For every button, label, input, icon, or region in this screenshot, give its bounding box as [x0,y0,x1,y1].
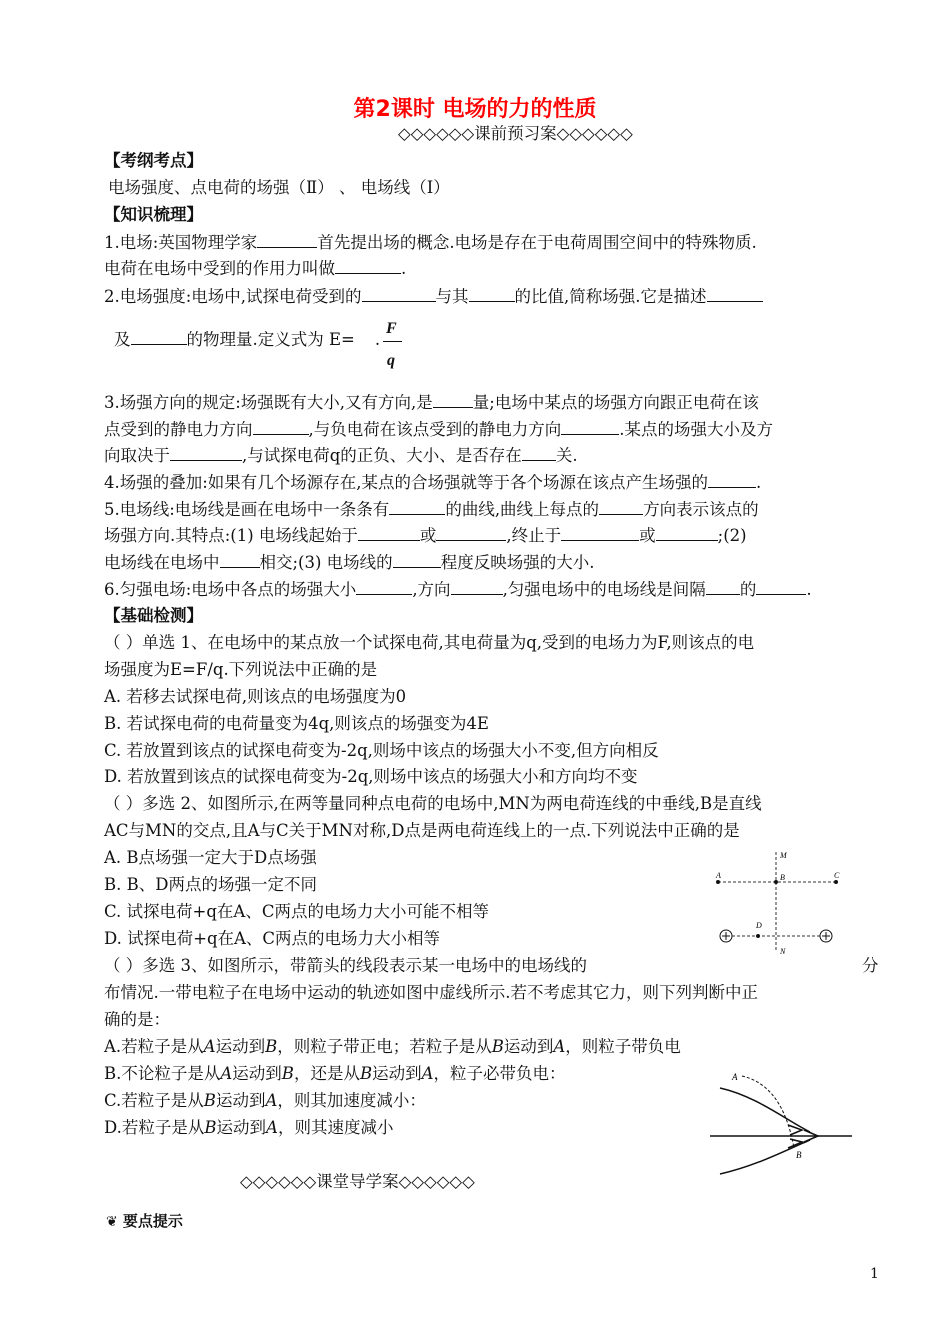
zhishi-heading: 【知识梳理】 [104,205,203,224]
q2-option-d: D. 试探电荷+q在A、C两点的电场力大小相等 [104,929,441,948]
field-line-upper [720,1088,810,1132]
kaogang-heading: 【考纲考点】 [104,151,203,170]
q2-figure [708,846,850,958]
label-traj-b: B [796,1150,802,1160]
formula-numerator: F [386,320,397,337]
zhishi-line-9: 5.电场线:电场线是画在电场中一条条有 的曲线,曲线上每点的 方向表示该点的 [104,500,759,519]
q1-option-d: D. 若放置到该点的试探电荷变为-2q,则场中该点的场强大小和方向均不变 [104,767,638,786]
q1-option-c: C. 若放置到该点的试探电荷变为-2q,则场中该点的场强大小不变,但方向相反 [104,741,659,760]
label-n: N [780,947,786,956]
q3-stem-2: 布情况.一带电粒子在电场中运动的轨迹如图中虚线所示.若不考虑其它力，则下列判断中正 [104,983,758,1002]
q3-option-c: C.若粒子是从B运动到A，则其加速度减小： [104,1091,426,1110]
q3-stem-1a: （ ）多选 3、如图所示，带箭头的线段表示某一电场中的电场线的 [104,956,587,975]
zhishi-line-10: 场强方向.其特点:(1) 电场线起始于 或 ,终止于 或 ;(2) [104,526,747,545]
particle-trajectory [742,1076,794,1148]
zhishi-line-8: 4.场强的叠加:如果有几个场源存在,某点的合场强就等于各个场源在该点产生场强的 . [104,473,762,492]
label-a: A [716,871,721,880]
zhishi-line-11: 电场线在电场中 相交;(3) 电场线的 程度反映场强的大小. [104,553,595,572]
point-d [756,934,760,938]
preview-header: ◇◇◇◇◇◇课前预习案◇◇◇◇◇◇ [398,124,633,143]
formula-fraction-bar [383,341,402,342]
point-a [716,880,720,884]
q3-stem-3: 确的是： [104,1010,170,1029]
leaf-ornament-icon: ❦ [106,1214,118,1230]
label-m: M [780,851,787,860]
jichu-heading: 【基础检测】 [104,606,203,625]
yaodian-heading: 要点提示 [122,1212,183,1230]
label-b: B [780,873,785,882]
q3-option-b: B.不论粒子是从A运动到B，还是从B运动到A，粒子必带负电： [104,1064,566,1083]
point-c [834,880,838,884]
zhishi-line-1: 1.电场:英国物理学家 首先提出场的概念.电场是存在于电荷周围空间中的特殊物质. [104,233,757,252]
q3-stem-1b: 分 [862,956,879,975]
zhishi-line-3: 2.电场强度:电场中,试探电荷受到的 与其 的比值,简称场强.它是描述 [104,286,763,307]
q2-stem-2: AC与MN的交点,且A与C关于MN对称,D点是两电荷连线上的一点.下列说法中正确的是 [104,821,740,840]
class-header: ◇◇◇◇◇◇课堂导学案◇◇◇◇◇◇ [240,1172,475,1191]
q1-option-b: B. 若试探电荷的电荷量变为4q,则该点的场强变为4E [104,714,489,733]
zhishi-line-5: 3.场强方向的规定:场强既有大小,又有方向,是 量;电场中某点的场强方向跟正电荷在该 [104,393,759,412]
zhishi-line-6: 点受到的静电力方向 ,与负电荷在该点受到的静电力方向 .某点的场强大小及方 [104,420,773,439]
zhishi-line-2: 电荷在电场中受到的作用力叫做 . [104,259,407,278]
q1-stem-2: 场强度为E=F/q.下列说法中正确的是 [104,660,378,679]
page-title: 第2课时 电场的力的性质 [353,97,597,122]
q2-option-a: A. B点场强一定大于D点场强 [104,848,317,867]
label-traj-a: A [732,1072,738,1082]
label-d: D [756,921,762,930]
q3-option-d: D.若粒子是从B运动到A，则其速度减小 [104,1118,394,1137]
formula-denominator: q [387,352,395,369]
page-number: 1 [870,1266,879,1282]
zhishi-line-4: 及 的物理量.定义式为 E= . [114,330,381,349]
q2-option-c: C. 试探电荷+q在A、C两点的电场力大小可能不相等 [104,902,489,921]
point-b [774,880,778,884]
q2-stem-1: （ ）多选 2、如图所示,在两等量同种点电荷的电场中,MN为两电荷连线的中垂线,B是直线 [104,794,762,813]
yaodian-section [106,1210,183,1231]
label-c: C [834,871,840,880]
kaogang-text: 电场强度、点电荷的场强（Ⅱ） 、 电场线（Ⅰ） [108,178,450,197]
zhishi-line-12: 6.匀强电场:电场中各点的场强大小 ,方向 ,匀强电场中的电场线是间隔 的 . [104,580,812,599]
q1-option-a: A. 若移去试探电荷,则该点的电场强度为0 [104,687,407,706]
q1-stem-1: （ ）单选 1、在电场中的某点放一个试探电荷,其电荷量为q,受到的电场力为F,则该点的电 [104,633,755,652]
q3-figure [706,1068,856,1180]
q3-option-a: A.若粒子是从A运动到B，则粒子带正电；若粒子是从B运动到A，则粒子带负电 [104,1037,681,1056]
zhishi-line-7: 向取决于 ,与试探电荷q的正负、大小、是否存在 关. [104,446,578,465]
q2-option-b: B. B、D两点的场强一定不同 [104,875,317,894]
